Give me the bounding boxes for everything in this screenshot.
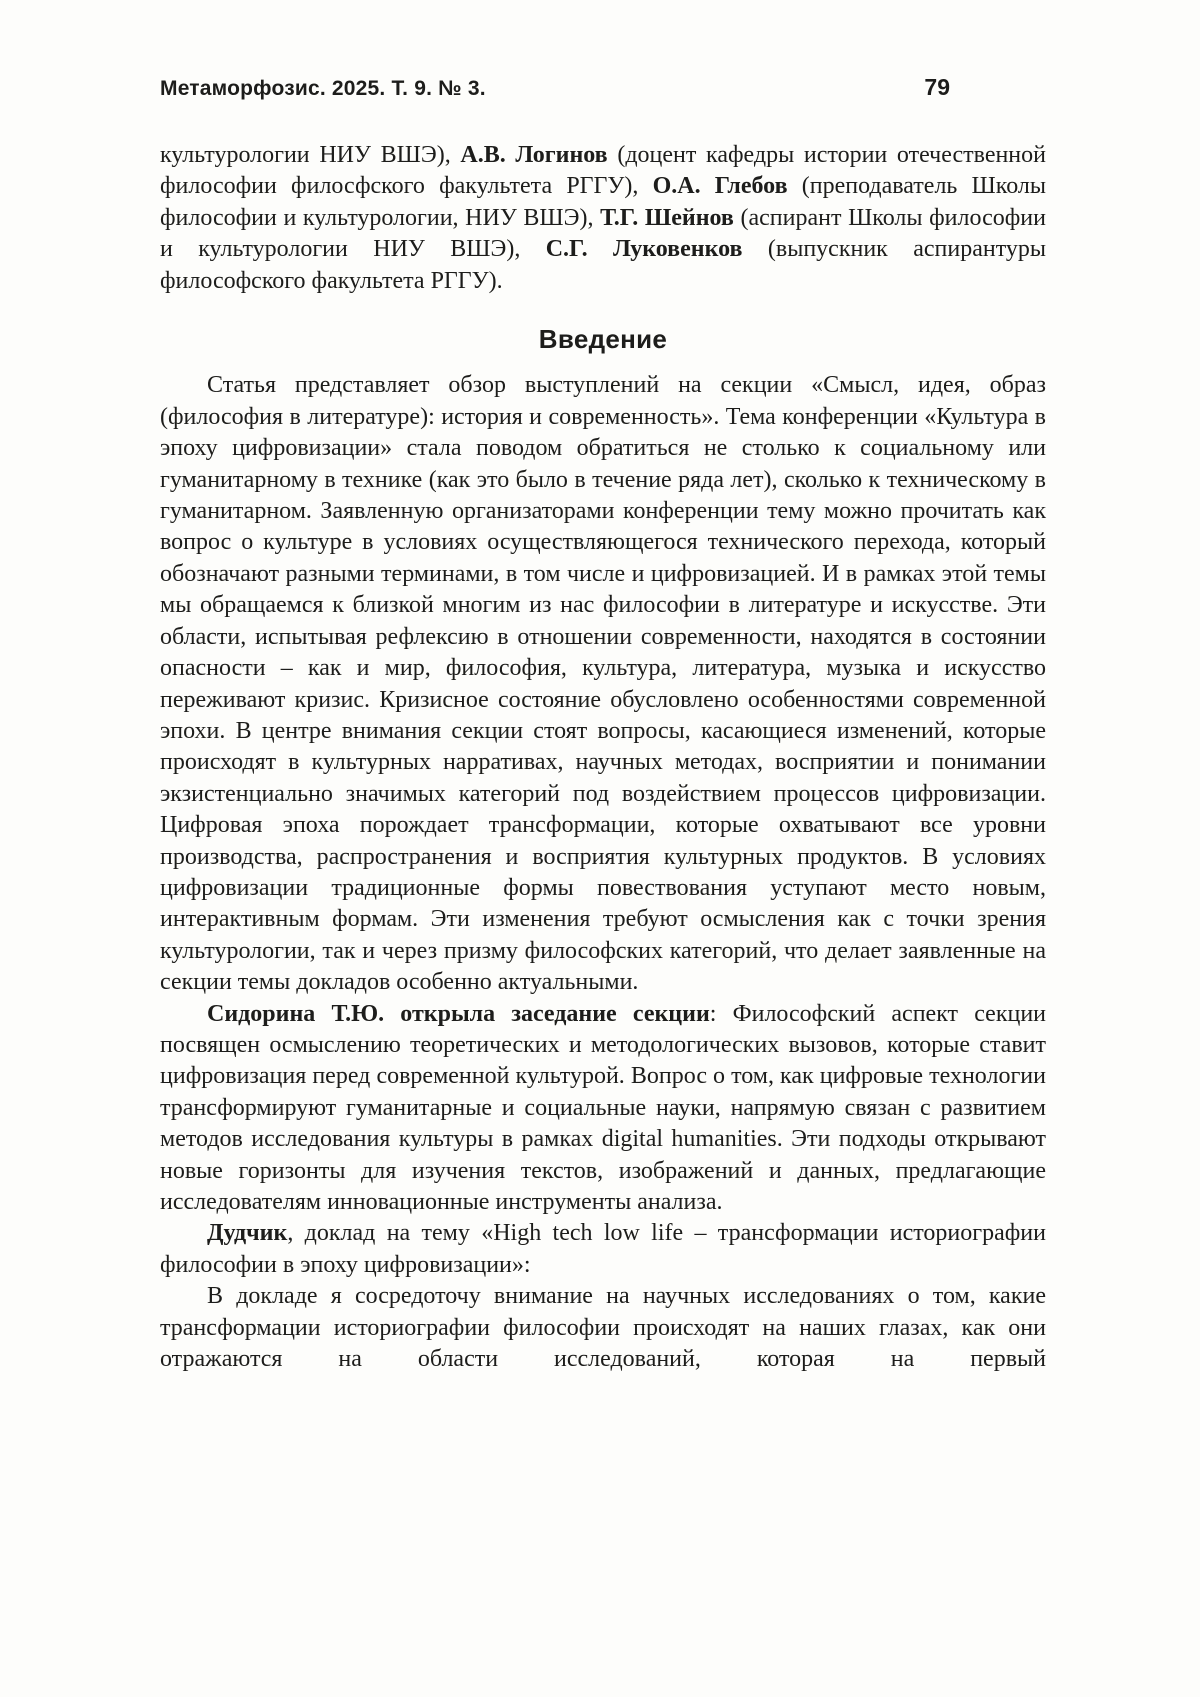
text-run: (преподаватель Школы философии и культурологии, НИУ ВШЭ), [160,173,1046,231]
text-run: (доцент кафедры истории отечественной философии филосфского факультета РГГУ), [160,142,1046,200]
author-name-sheynov: Т.Г. Шейнов [600,204,734,231]
authors-paragraph [160,140,1046,297]
text-run: (аспирант Школы философии и культурологии НИУ ВШЭ), [160,204,1046,263]
intro-paragraph: Статья представляет обзор выступлений на секции «Смысл, идея, образ (философия в литературе): история и современность». Тема конференции «Культура в эпоху цифровизации» стала поводом обратиться не столько к социальному или гуманитарному в технике (как это было в течение ряда лет), сколько к техническому в гуманитарном. Заявленную организаторами конференции тему можно прочитать как вопрос о культуре в условиях осуществляющегося технического перехода, который обозначают разными терминами, в том числе и цифровизацией. И в рамках этой темы мы обращаемся к близкой многим из нас философии в литературе и искусстве. Эти области, испытывая рефлексию в отношении современности, находятся в состоянии опасности – как и мир, философия, культура, литература, музыка и искусство переживают кризис. Кризисное состояние обусловлено особенностями современной эпохи. В центре внимания секции стоят вопросы, касающиеся изменений, которые происходят в культурных нарративах, научных методах, восприятии и понимании экзистенциально значимых категорий под воздействием процессов цифровизации. Цифровая эпоха порождает трансформации, которые охватывают все уровни производства, распространения и восприятия культурных продуктов. В условиях цифровизации традиционные формы повествования уступают место новым, интерактивным формам. Эти изменения требуют осмысления как с точки зрения культурологии, так и через призму философских категорий, что делает заявленные на секции темы докладов особенно актуальными. [160,372,1046,996]
journal-reference: Метаморфозис. 2025. Т. 9. № 3. [160,77,486,100]
text-run: культурологии НИУ ВШЭ), [160,142,461,168]
dudchik-paragraph [160,1218,1046,1281]
author-name-glebov: О.А. Глебов [652,173,788,200]
final-paragraph: В докладе я сосредоточу внимание на научных исследованиях о том, какие трансформации историографии философии происходят на наших глазах, как они отражаются на области исследований, которая на первый [160,1283,1046,1373]
speaker-name-dudchik: Дудчик [207,1220,288,1247]
author-name-loginov: А.В. Логинов [460,142,608,168]
author-name-lukovenkov: С.Г. Луковенков [545,236,743,263]
text-run: (выпускник аспирантуры философского факультета РГГУ). [160,236,1046,294]
section-heading: Введение [538,324,668,355]
text-run: : Философский аспект секции посвящен осмыслению теоретических и методологических вызовов, которые ставит цифровизация перед современной культурой. Вопрос о том, как цифровые технологии трансформируют гуманитарные и социальные науки, напрямую связан с развитием методов исследования культуры в рамках digital humanities. Эти подходы открывают новые горизонты для изучения текстов, изображений и данных, предлагающие исследователям инновационные инструменты анализа. [160,1000,1047,1215]
page-number: 79 [924,74,950,100]
speaker-name-sidorina: Сидорина Т.Ю. открыла заседание секции [207,1000,710,1027]
text-run: , доклад на тему «High tech low life – трансформации историографии философии в эпоху цифровизации»: [160,1220,1046,1278]
article-text [160,140,1046,1375]
sidorina-paragraph [160,999,1046,1219]
running-head [160,74,950,101]
